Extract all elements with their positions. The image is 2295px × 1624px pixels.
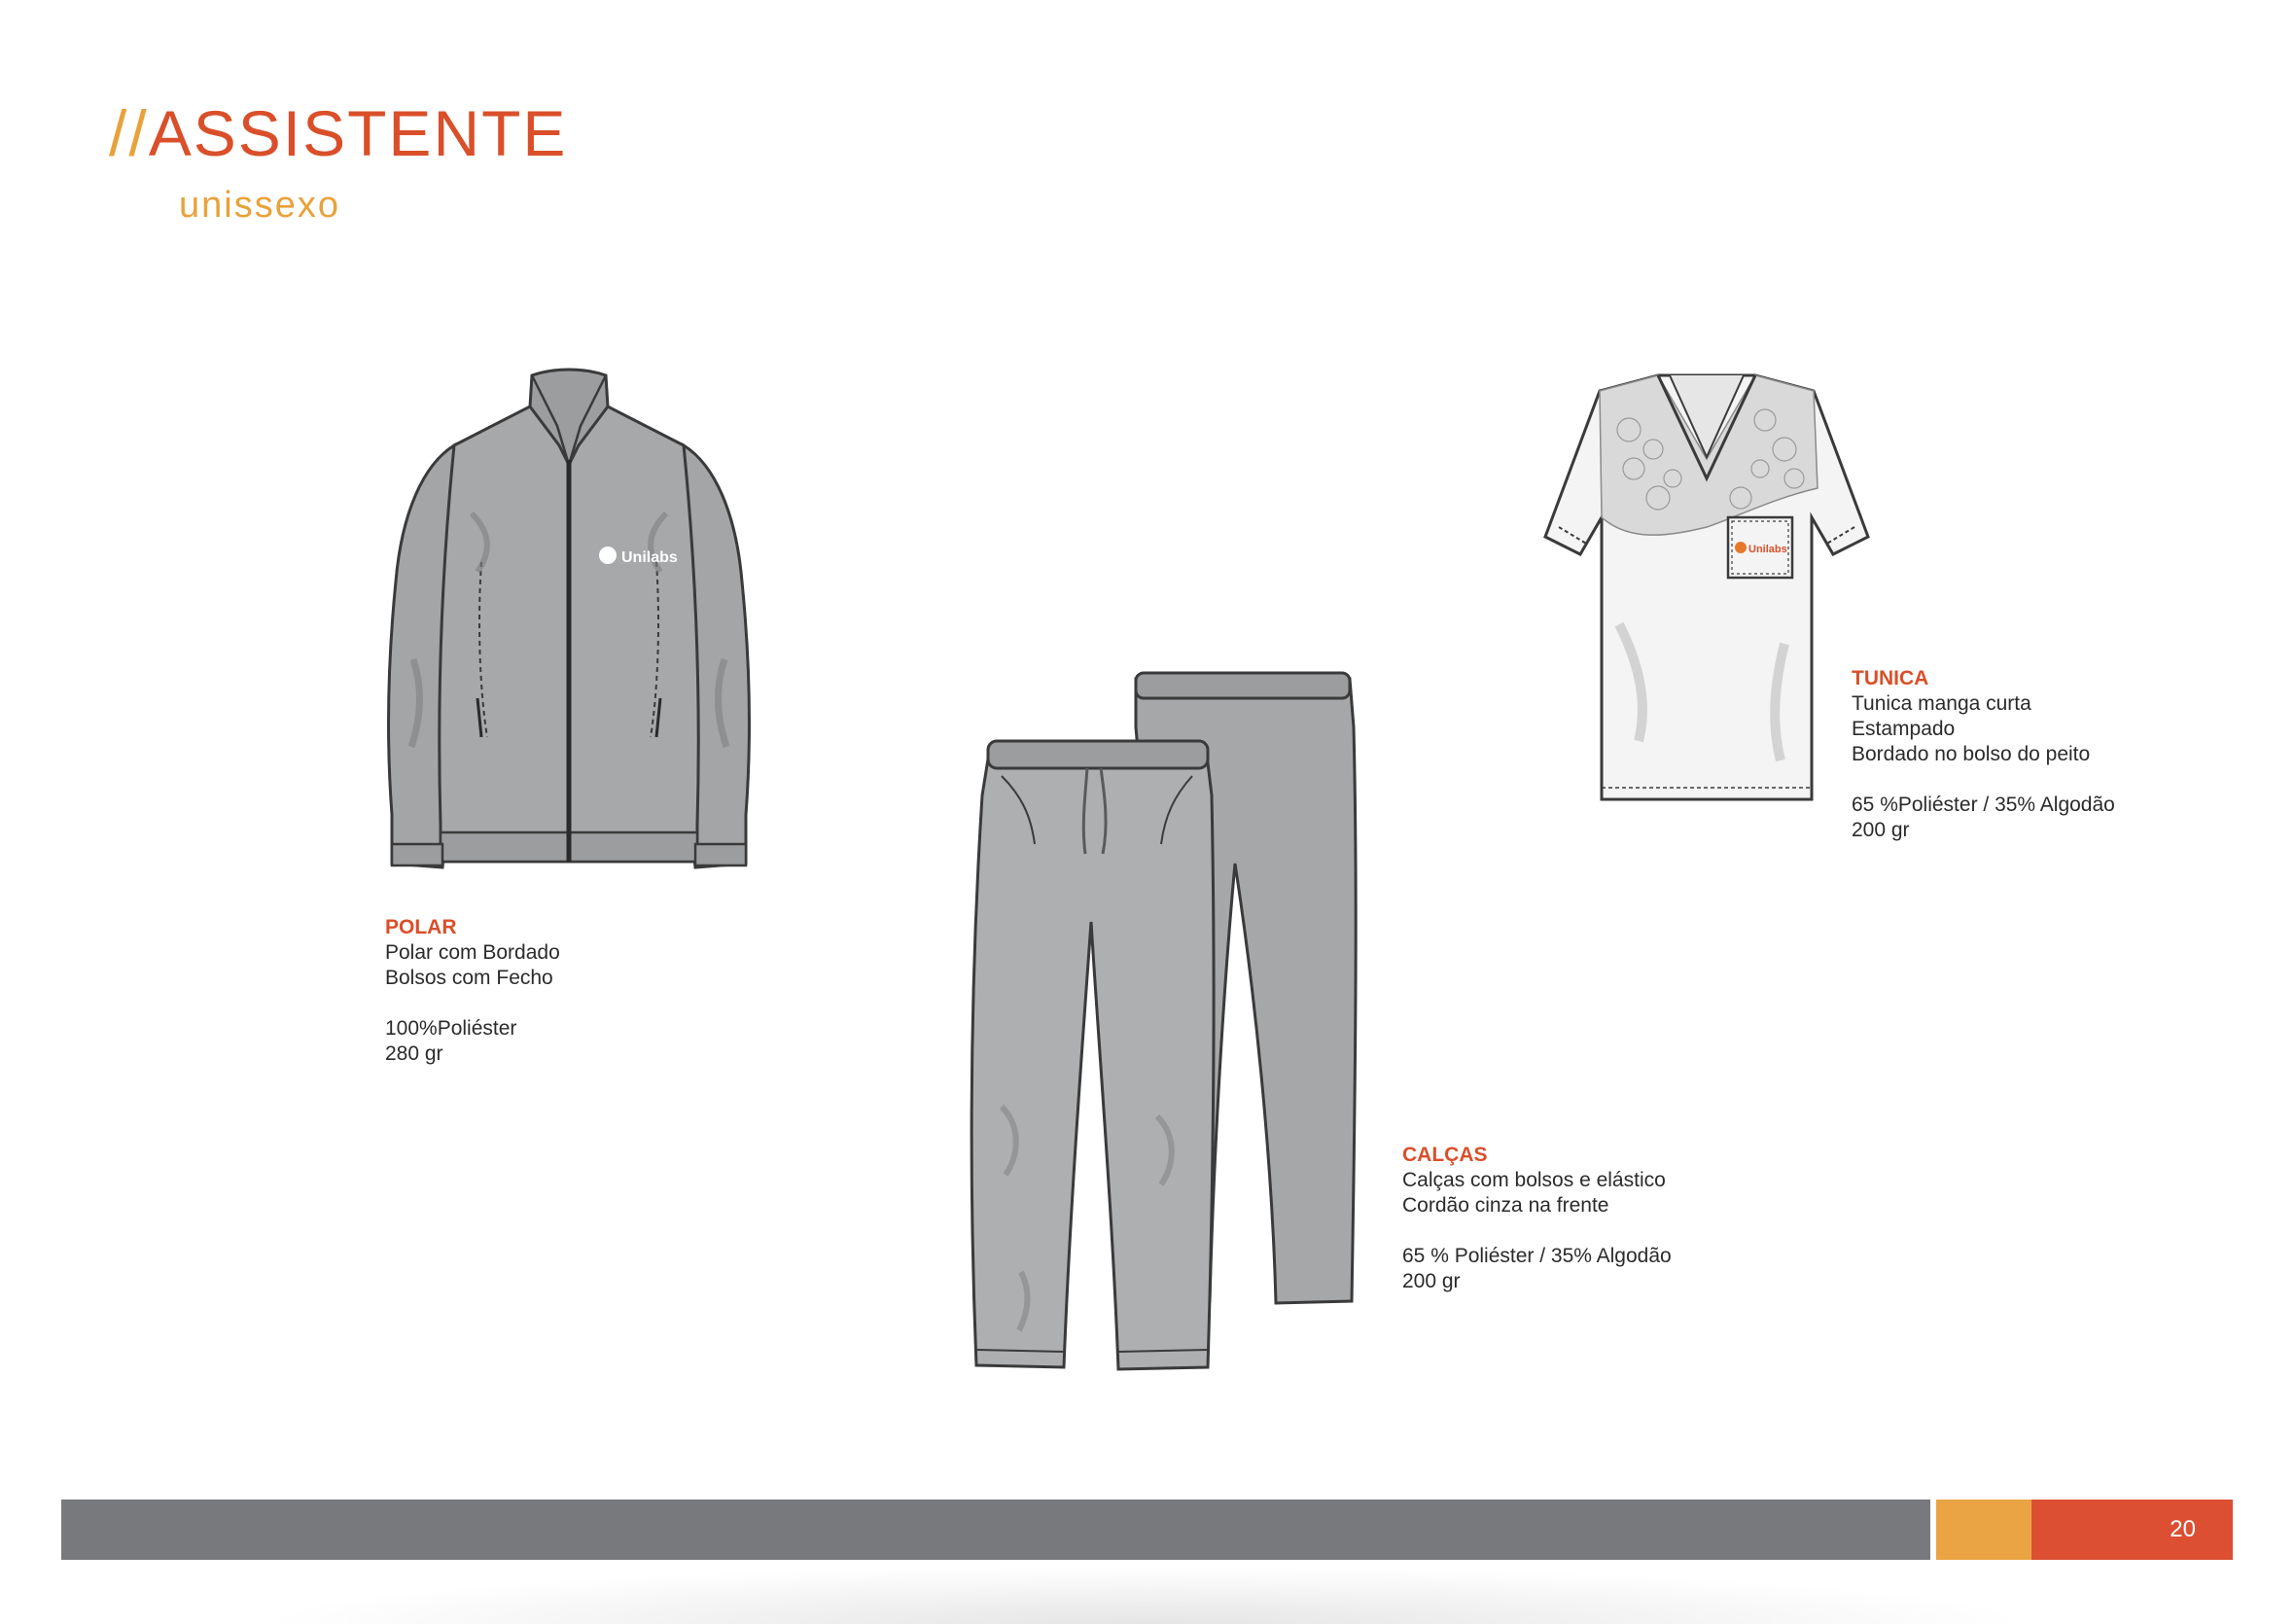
jacket-logo-text: Unilabs — [621, 549, 678, 566]
calcas-line-1: Calças com bolsos e elástico — [1402, 1169, 1666, 1191]
polar-name: POLAR — [385, 916, 457, 938]
calcas-description — [1402, 1143, 1672, 1294]
polar-material: 100%Poliéster — [385, 1017, 517, 1040]
calcas-line-2: Cordão cinza na frente — [1402, 1194, 1609, 1217]
title-slashes: // — [109, 97, 149, 169]
footer-bar-gray — [61, 1500, 1930, 1560]
tunic-logo — [1735, 542, 1747, 553]
tunica-name: TUNICA — [1852, 667, 1929, 689]
footer-bar-orange — [1936, 1500, 2031, 1560]
calcas-name: CALÇAS — [1402, 1144, 1488, 1166]
footer-bar-red — [2031, 1500, 2233, 1560]
tunica-description — [1852, 666, 2115, 843]
pants-front-pair — [971, 747, 1214, 1369]
polar-line-1: Polar com Bordado — [385, 941, 560, 964]
tunica-material: 65 %Poliéster / 35% Algodão — [1852, 794, 2115, 816]
polar-line-2: Bolsos com Fecho — [385, 967, 553, 989]
footer-shadow — [253, 1566, 2042, 1624]
tunica-illustration — [1541, 371, 1872, 809]
page-number: 20 — [2170, 1516, 2196, 1542]
polar-weight: 280 gr — [385, 1042, 443, 1065]
title-text: ASSISTENTE — [148, 97, 568, 169]
polar-jacket-illustration — [384, 368, 754, 883]
tunica-weight: 200 gr — [1852, 819, 1910, 841]
calcas-weight: 200 gr — [1402, 1270, 1461, 1292]
page-title — [109, 97, 568, 169]
tunica-line-3: Bordado no bolso do peito — [1852, 743, 2091, 765]
tunica-line-1: Tunica manga curta — [1852, 692, 2031, 715]
tunica-line-2: Estampado — [1852, 718, 1956, 740]
calcas-material: 65 % Poliéster / 35% Algodão — [1402, 1245, 1672, 1267]
polar-description — [385, 915, 560, 1067]
pants-waistband — [988, 741, 1208, 768]
jacket-logo — [599, 547, 678, 566]
tunic-logo-text: Unilabs — [1748, 544, 1787, 555]
page-subtitle: unissexo — [179, 185, 340, 226]
calcas-pants-illustration — [963, 669, 1371, 1379]
